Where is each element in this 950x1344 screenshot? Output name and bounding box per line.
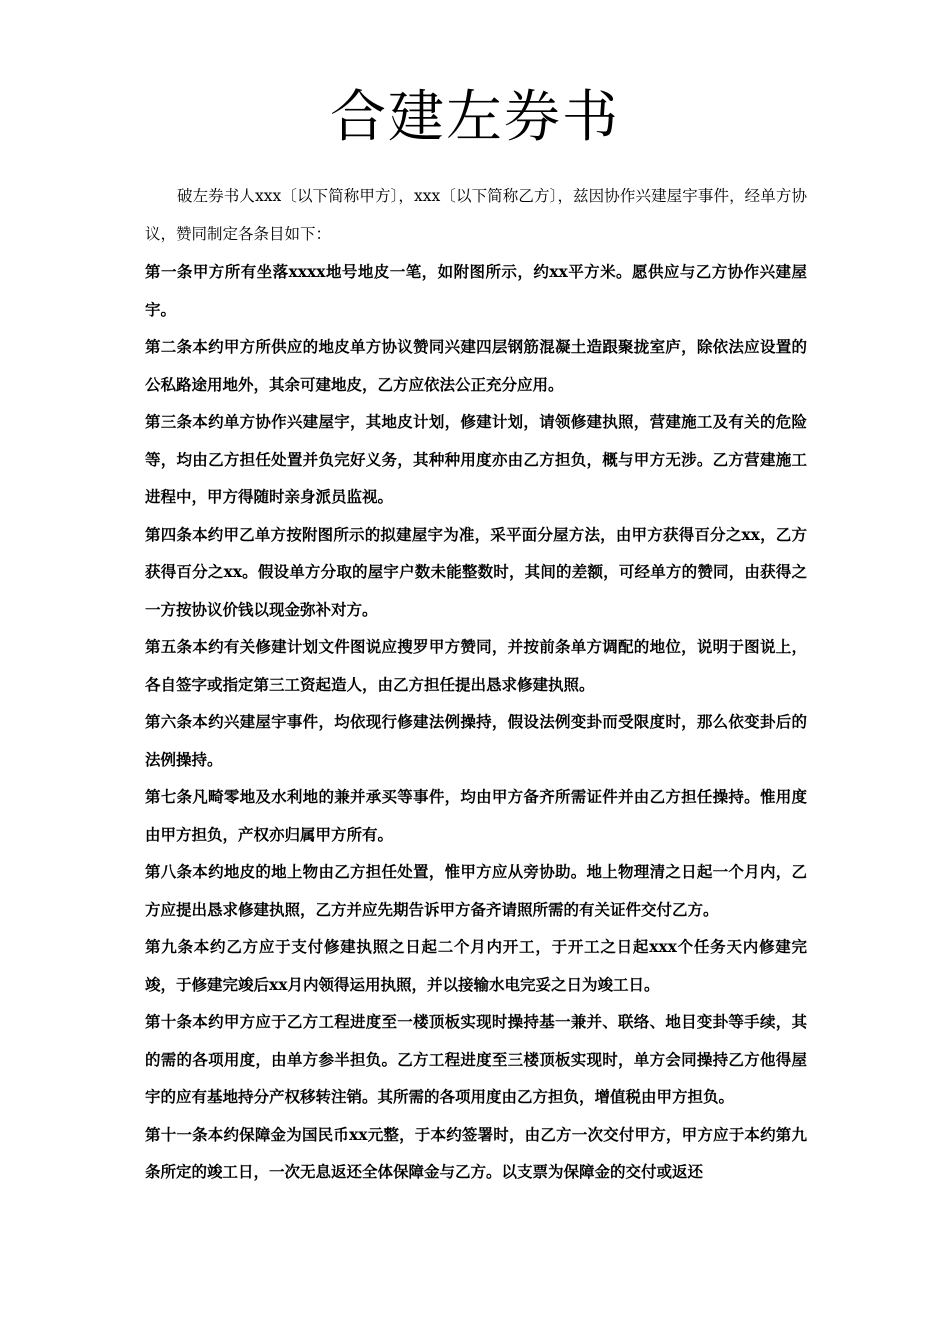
intro-paragraph: 破左券书人xxx〔以下简称甲方〕，xxx〔以下简称乙方〕，兹因协作兴建屋宇事件，经单方协议，赞同制定各条目如下： (145, 187, 807, 243)
document-title: 合建左券书 (330, 85, 620, 150)
article-3: 第三条本约单方协作兴建屋宇，其地皮计划，修建计划，请领修建执照，营建施工及有关的危险等，均由乙方担任处置并负完好义务，其种种用度亦由乙方担负，概与甲方无涉。乙方营建施工进程中，甲方得随时亲身派员监视。 (145, 412, 807, 506)
article-9: 第九条本约乙方应于支付修建执照之日起二个月内开工，于开工之日起xxx个任务天内修建完竣，于修建完竣后xx月内领得运用执照，并以接输水电完妥之日为竣工日。 (145, 937, 807, 994)
article-4: 第四条本约甲乙单方按附图所示的拟建屋宇为准，采平面分屋方法，由甲方获得百分之xx，乙方获得百分之xx。假设单方分取的屋宇户数未能整数时，其间的差额，可经单方的赞同，由获得之一方按协议价钱以现金弥补对方。 (145, 524, 807, 619)
article-7: 第七条凡畸零地及水利地的兼并承买等事件，均由甲方备齐所需证件并由乙方担任操持。惟用度由甲方担负，产权亦归属甲方所有。 (145, 787, 807, 844)
article-2: 第二条本约甲方所供应的地皮单方协议赞同兴建四层钢筋混凝土造跟聚拢室庐，除依法应设置的公私路途用地外，其余可建地皮，乙方应依法公正充分应用。 (145, 337, 807, 394)
article-11: 第十一条本约保障金为国民币xx元整，于本约签署时，由乙方一次交付甲方，甲方应于本约第九条所定的竣工日，一次无息返还全体保障金与乙方。以支票为保障金的交付或返还 (145, 1124, 807, 1181)
article-1: 第一条甲方所有坐落xxxx地号地皮一笔，如附图所示，约xx平方米。愿供应与乙方协作兴建屋宇。 (145, 262, 807, 319)
article-10: 第十条本约甲方应于乙方工程进度至一楼顶板实现时操持基一兼并、联络、地目变卦等手续，其的需的各项用度，由单方参半担负。乙方工程进度至三楼顶板实现时，单方会同操持乙方他得屋宇的应有基地持分产权移转注销。其所需的各项用度由乙方担负，增值税由甲方担负。 (145, 1012, 807, 1106)
document-body (145, 178, 807, 1191)
article-6: 第六条本约兴建屋宇事件，均依现行修建法例操持，假设法例变卦而受限度时，那么依变卦后的法例操持。 (145, 712, 807, 769)
article-5: 第五条本约有关修建计划文件图说应搜罗甲方赞同，并按前条单方调配的地位，说明于图说上，各自签字或指定第三工资起造人，由乙方担任提出恳求修建执照。 (145, 637, 807, 694)
article-8: 第八条本约地皮的地上物由乙方担任处置，惟甲方应从旁协助。地上物理清之日起一个月内，乙方应提出恳求修建执照，乙方并应先期告诉甲方备齐请照所需的有关证件交付乙方。 (145, 862, 807, 919)
